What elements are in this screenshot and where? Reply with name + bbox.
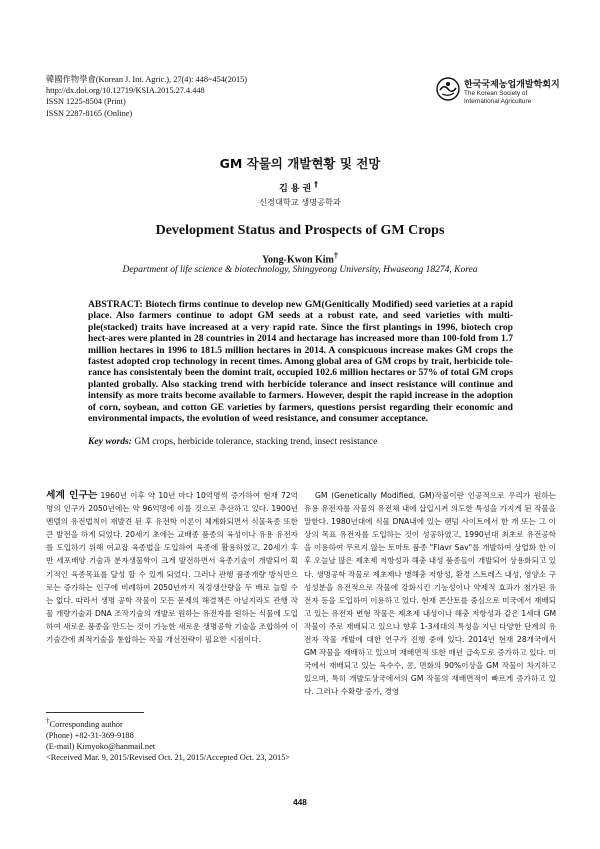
footnote-received: <Received Mar. 9, 2015/Revised Oct. 21, 2015/Accepted Oct. 23, 2015> [46,752,291,762]
society-name-en: The Korean Society of International Agriculture [464,90,532,105]
body-left-column [46,489,298,646]
footnote-mark: † [46,717,50,725]
footnote-divider [46,712,144,713]
corresponding-mark-en: † [333,251,339,260]
body-right-column [304,489,556,699]
footnote-corresponding [46,716,290,730]
author-korean [0,180,600,194]
page-number: 448 [293,798,307,807]
footnote-phone: (Phone) +82-31-369-9188 [46,730,134,740]
title-english: Development Status and Prospects of GM Crops [155,223,445,238]
keywords-text: GM crops, herbicide tolerance, stacking trend, insect resistance [134,436,378,447]
society-logo [436,73,560,121]
keywords [88,436,513,447]
society-name-ko: 한국국제농업개발학회지 [464,80,560,90]
author-english-name: Yong-Kwon Kim [261,254,334,266]
footnote-email[interactable]: (E-mail) Kimyoko@hanmail.net [46,741,156,751]
corresponding-mark-ko: † [314,180,321,189]
issn-online: ISSN 2287-8165 (Online) [46,108,133,118]
journal-header [46,74,247,119]
body-left-text: 1960년 이후 약 10년 마다 10억명씩 증가하여 현재 72억명의 인구가 2050년에는 약 96억명에 이를 것으로 추산하고 있다. 1900년 멘델의 유전법칙이 재발견 된 후 유전학 이론이 체계화되면서 식물육종 또한 큰 발전을 하게 되었다. 20세기 초에는 교배종 품종의 육성이나 유용 유전자를 도입하기 위해 여교잡 육종법을 도입하여 육종에 활용하였고, 20세기 후반 세포배양 기술과 분자생물학이 크게 발전하면서 육종기술이 개발되어 획기적인 육종목표를 달성 할 수 있게 되었다. 그러나 관행 품종개량 방식만으로는 증가하는 인구에 비례하여 2050년까지 적정생산량을 두 배로 늘릴 수는 없다. 따라서 생명 공학 작물이 모든 문제의 해결책은 아닐지라도 관행 작물 개량기술과 DNA 조작기술의 개발로 원하는 유전자를 원하는 식물에 도입하여 새로운 품종을 만드는 것이 가능한 새로운 생명공학 기술을 조합하여 이 기술간에 최적기술을 통합하는 작물 개선전략이 필요한 시점이다. [46,491,298,645]
footnote-corresponding-text: Corresponding author [49,719,123,729]
society-emblem-icon [436,77,460,101]
body-right-paragraph: GM (Genetically Modified, GM)작물이란 인공적으로 우리가 원하는 유용 유전자를 작물의 유전체 내에 삽입시켜 의도한 특성을 가지게 된 작물을 말한다. 1980년대에 식물 DNA내에 있는 랜덤 사이트에서 한 개 또는 그 이상의 목표 유전자를 도입하는 것이 성공하였고, 1990년대 최초로 유전공학을 이용하여 무르지 않는 토마토 품종 "Flavr Sav"를 개발하여 상업화 한 이후 오늘날 많은 제초제 저항성과 해충 내성 품종들이 개발되어 상용화되고 있다. 생명공학 작물로 제초제나 병해충 저항성, 환경 스트레스 내성, 영양소 구성성분을 유전적으로 작물에 강화시킨 기능성이나 약제적 효과가 첨가된 유전자 등을 도입하여 이용하고 있다. 현재 콘산토를 중심으로 미국에서 재배되고 있는 유전자 변형 작물은 제초제 내성이나 해충 저항성과 같은 1세대 GM 작물이 주로 재배되고 있으나 향후 1-3세대의 특성을 지닌 다양한 단계의 유전자 작물 개발에 대한 연구가 진행 중에 있다. 2014년 현재 28개국에서 GM 작물을 재배하고 있으며 재배면적 또한 매년 급속도로 증가하고 있다. 미국에서 재배되고 있는 옥수수, 콩, 면화의 90%이상을 GM 작물이 차지하고 있으며, 특히 개발도상국에서의 GM 작물의 재배면적이 빠르게 증가하고 있다. 그러나 수확량 증가, 경영 [304,491,556,697]
author-english [0,251,600,265]
affiliation-korean: 신경대학교 생명공학과 [259,197,341,207]
author-korean-name: 김용권 [279,184,315,194]
issn-print: ISSN 1225-8504 (Print) [46,97,126,107]
keywords-label: Key words: [88,436,132,447]
journal-citation: 韓國作物學會(Korean J. Int. Agric.), 27(4): 448~454(2015) [46,75,248,84]
abstract: ABSTRACT: Biotech firms continue to develop new GM(Genitically Modified) seed varieties at a rapid place. Also farmers continue to adopt GM seeds at a robust rate, and seed varieties with multi-ple(stacked) traits have increased at a very rapid rate. Since the first plantings in 1996, biotech crop hect-ares were planted in 28 countries in 2014 and hectarage has increased more than 100-fold from 1.7 million hectares in 1996 to 181.5 million hectares in 2014. A conspicuous increase makes GM crops the fastest adopted crop technology in recent times. Among global area of GM crops by trait, herbicide tole-rance has consistentaly been the domint trait, occupied 102.6 million hectares or 57% of total GM crops planted grobally. Also stacking trend with herbicide tolerance and insect resistance will continue and intensify as more traits become available to farmers. However, despit the rapid increase in the adoption of corn, soybean, and cotton GE varieties by farmers, questions persist regarding their economic and environmental impacts, the evolution of weed resistance, and consumer acceptance. [88,299,513,425]
doi-link[interactable]: http://dx.doi.org/10.12719/KSIA.2015.27.4.448 [46,86,205,96]
body-left-paragraph [46,489,298,646]
footnote [46,716,290,763]
body-lead-phrase: 세계 인구는 [46,490,98,501]
affiliation-english: Department of life science & biotechnology, Shingyeong University, Hwaseong 18274, Korea [122,265,478,275]
title-korean: GM 작물의 개발현황 및 전망 [219,156,381,171]
